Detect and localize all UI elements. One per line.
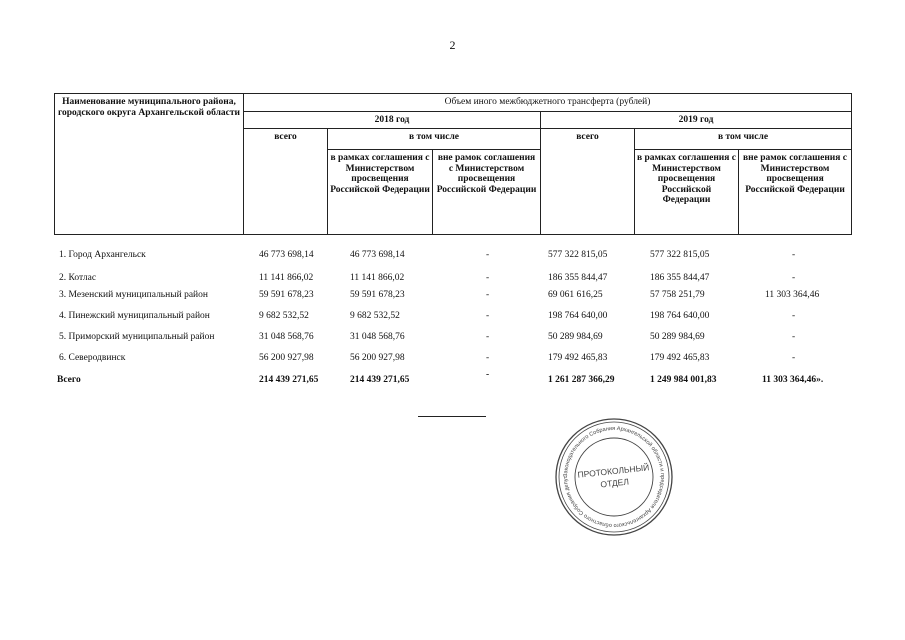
official-stamp [553, 416, 675, 538]
header-year-2018: 2018 год [244, 111, 541, 129]
row-name: 1. Город Архангельск [59, 250, 146, 260]
row-name: 3. Мезенский муниципальный район [59, 290, 208, 300]
row-outside-2019: 11 303 364,46 [765, 290, 820, 300]
total-2018: 214 439 271,65 [259, 375, 319, 385]
row-within-2018: 56 200 927,98 [350, 353, 405, 363]
table-row-total [54, 370, 851, 387]
row-outside-2018: - [486, 332, 490, 342]
row-outside-2018: - [486, 311, 490, 321]
row-total-2019: 577 322 815,05 [548, 250, 608, 260]
row-within-2018: 46 773 698,14 [350, 250, 405, 260]
row-name: 5. Приморский муниципальный район [59, 332, 215, 342]
header-total-2018: всего [244, 129, 328, 235]
row-total-2018: 31 048 568,76 [259, 332, 314, 342]
header-year-2019: 2019 год [541, 111, 852, 129]
row-total-2018: 9 682 532,52 [259, 311, 309, 321]
row-total-2019: 50 289 984,69 [548, 332, 603, 342]
row-outside-2019: - [792, 311, 796, 321]
total-within-2019: 1 249 984 001,83 [650, 375, 717, 385]
table-row [54, 311, 851, 323]
header-outside-2018: вне рамок соглашения с Министерством просвещения Российской Федерации [433, 150, 541, 235]
header-total-2019: всего [541, 129, 635, 235]
header-volume-title: Объем иного межбюджетного трансферта (рублей) [244, 94, 852, 112]
row-outside-2019: - [792, 332, 796, 342]
row-outside-2018: - [486, 250, 490, 260]
header-within-2019: в рамках соглашения с Министерством просвещения Российской Федерации [635, 150, 739, 235]
stamp-center-line1: ПРОТОКОЛЬНЫЙ [577, 462, 650, 480]
row-within-2018: 9 682 532,52 [350, 311, 400, 321]
row-total-2019: 69 061 616,25 [548, 290, 603, 300]
row-outside-2018: - [486, 353, 490, 363]
table-row [54, 290, 851, 302]
page-number: 2 [449, 38, 456, 52]
table-header [54, 93, 852, 235]
row-within-2018: 31 048 568,76 [350, 332, 405, 342]
row-total-2019: 186 355 844,47 [548, 273, 608, 283]
row-outside-2018: - [486, 290, 490, 300]
row-total-2018: 11 141 866,02 [259, 273, 314, 283]
row-name: 4. Пинежский муниципальный район [59, 311, 210, 321]
row-total-2018: 56 200 927,98 [259, 353, 314, 363]
row-name: 6. Северодвинск [59, 353, 126, 363]
row-within-2018: 11 141 866,02 [350, 273, 405, 283]
row-total-2018: 46 773 698,14 [259, 250, 314, 260]
table-row [54, 353, 851, 365]
header-within-2018: в рамках соглашения с Министерством просвещения Российской Федерации [328, 150, 433, 235]
row-within-2019: 577 322 815,05 [650, 250, 710, 260]
row-outside-2019: - [792, 353, 796, 363]
row-within-2019: 186 355 844,47 [650, 273, 710, 283]
row-total-2019: 198 764 640,00 [548, 311, 608, 321]
row-outside-2018: - [486, 273, 490, 283]
table-row [54, 250, 851, 262]
closing-rule [418, 416, 486, 417]
stamp-outer-ring [556, 419, 672, 535]
stamp-inner-ring [559, 422, 669, 532]
table-row [54, 332, 851, 344]
table-row [54, 273, 851, 285]
row-total-2019: 179 492 465,83 [548, 353, 608, 363]
row-name: 2. Котлас [59, 273, 97, 283]
row-within-2019: 198 764 640,00 [650, 311, 710, 321]
header-incl-2018: в том числе [328, 129, 541, 150]
header-incl-2019: в том числе [635, 129, 852, 150]
row-within-2019: 179 492 465,83 [650, 353, 710, 363]
total-label: Всего [57, 375, 81, 385]
total-within-2018: 214 439 271,65 [350, 375, 410, 385]
header-outside-2019: вне рамок соглашения с Министерством просвещения Российской Федерации [739, 150, 852, 235]
stamp-center-line2: ОТДЕЛ [599, 476, 630, 490]
total-outside-2019: 11 303 364,46». [762, 375, 824, 385]
row-within-2019: 50 289 984,69 [650, 332, 705, 342]
stamp-ring-text: Законодательного Собрания Архангельской области и председателя Архангельского областного Собрания депут [562, 425, 666, 529]
row-outside-2019: - [792, 250, 796, 260]
row-within-2019: 57 758 251,79 [650, 290, 705, 300]
total-2019: 1 261 287 366,29 [548, 375, 615, 385]
total-outside-2018: - [486, 370, 490, 380]
header-name-column: Наименование муниципального района, городского округа Архангельской области [55, 94, 244, 235]
row-outside-2019: - [792, 273, 796, 283]
row-total-2018: 59 591 678,23 [259, 290, 314, 300]
row-within-2018: 59 591 678,23 [350, 290, 405, 300]
